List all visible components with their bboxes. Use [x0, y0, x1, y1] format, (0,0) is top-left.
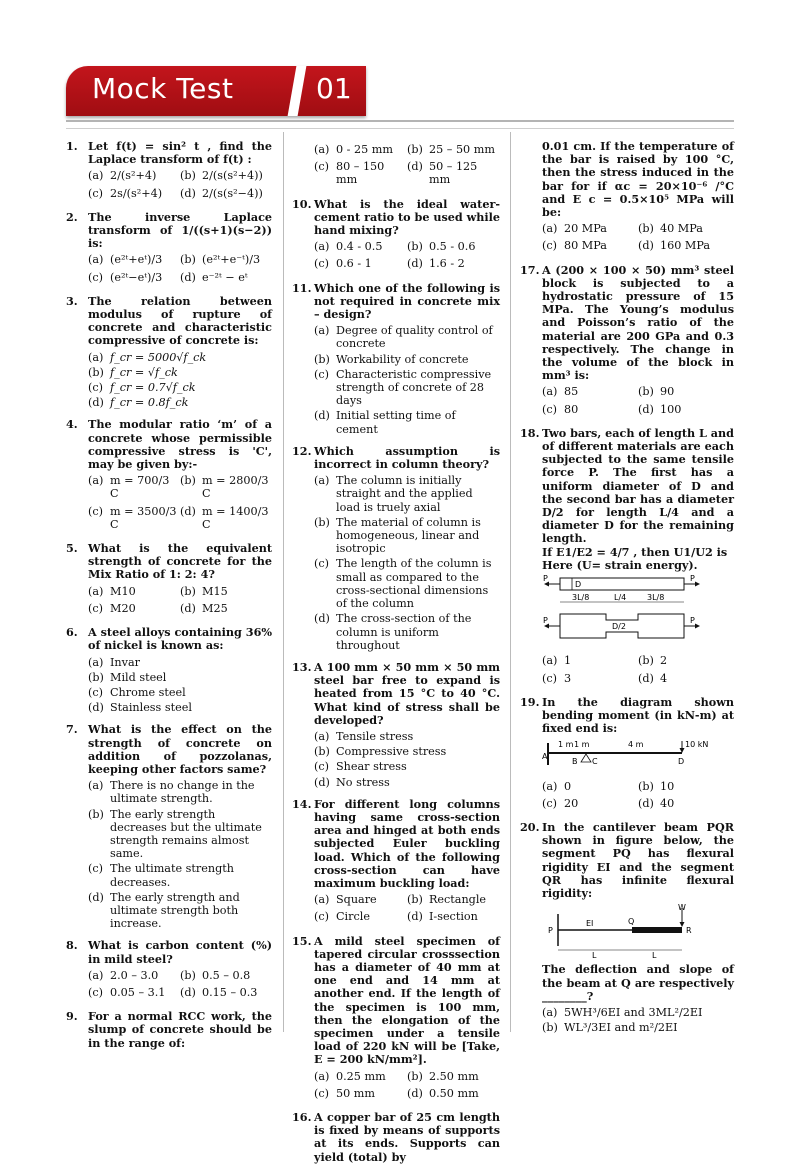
fig-label: P: [690, 616, 695, 626]
option-c: (c) 80: [542, 402, 579, 416]
option-a: (a) 2.0 – 3.0: [88, 968, 159, 982]
left-column: [66, 140, 272, 1059]
fig-label: B: [572, 757, 578, 767]
question-6: 6. A steel alloys containing 36% of nickel is known as: (a) Invar (b) Mild steel (c) Chrome steel (d) Stainless steel: [66, 625, 272, 715]
option-b: (b) 2.50 mm: [407, 1069, 479, 1083]
option-b: (b) 2/(s(s²+4)): [180, 169, 263, 183]
option-d: (d) 100: [638, 402, 682, 416]
option-b: (b) 25 – 50 mm: [407, 143, 495, 156]
fig-label: P: [543, 616, 548, 626]
header-banner: [66, 66, 366, 116]
fig-label: Q: [628, 917, 635, 927]
option-b: (b) Workability of concrete: [314, 352, 469, 366]
option-d: (d) f_cr = 0.8f_ck: [88, 396, 189, 410]
option-c: (c) Characteristic compressive strength of concrete of 28 days: [314, 367, 492, 408]
option-c: (c) M20: [88, 601, 136, 615]
fig-label: 3L/8: [572, 593, 590, 603]
question-9-options: [292, 143, 500, 189]
fig-label: EI: [586, 919, 594, 929]
header-number: 01: [316, 72, 352, 105]
option-d: (d) 160 MPa: [638, 239, 711, 253]
option-a: (a) m = 700/3 C: [88, 474, 170, 501]
middle-column: [292, 140, 500, 1173]
question-16-continued: 0.01 cm. If the temperature of the bar is raised by 100 °C, then the stress induced in the bar for if αc = 20×10⁻⁶ /°C and E c = 0.5×10⁵ MPa will be: (a) 20 MPa (b) 40 MPa (c) 80 MPa (d) 160 MPa: [542, 139, 734, 253]
option-c: (c) Circle: [314, 910, 370, 924]
fig-label: A: [542, 752, 548, 762]
question-9: 9. For a normal RCC work, the slump of concrete should be in the range of:: [66, 1009, 272, 1050]
fig-label: L/4: [614, 593, 627, 603]
question-12: 12. Which assumption is incorrect in column theory? (a) The column is initially straight and the applied load is truely axial (b) The material of column is homogeneous, linear and isotropic (c) The length of the column is small as compared to the cross-sectional dimensions of the column (d) The cross-section of the column is uniform throughout: [292, 443, 500, 652]
header-title: Mock Test: [92, 72, 234, 105]
option-a: (a) (e²ᵗ+eᵗ)/3: [88, 253, 163, 267]
question-7: 7. What is the effect on the strength of concrete on addition of pozzolanas, keeping other factors same? (a) There is no change in the ultimate strength. (b) The early strength decreases but the ultimate strength remains almost same. (c) The ultimate strength decreases. (d) The early strength and ultimate strength both increase.: [66, 722, 272, 931]
option-d: (d) The cross-section of the column is uniform throughout: [314, 612, 472, 652]
option-c: (c) 0.05 – 3.1: [88, 985, 166, 999]
option-c: (c) 50 mm: [314, 1086, 376, 1100]
option-d: (d) Initial setting time of cement: [314, 409, 456, 436]
option-d: (d) Stainless steel: [88, 701, 192, 715]
option-a: (a) There is no change in the ultimate strength.: [88, 779, 255, 806]
header-rule: [66, 120, 734, 122]
option-d: (d) 0.50 mm: [407, 1086, 479, 1100]
option-a: (a) 85: [542, 385, 579, 399]
question-11: 11. Which one of the following is not required in concrete mix – design? (a) Degree of quality control of concrete (b) Workability of concrete (c) Characteristic compressive strength of concrete of 28 days (d) Initial setting time of cement: [292, 280, 500, 436]
option-c: (c) 0.6 - 1: [314, 257, 372, 271]
option-d: (d) No stress: [314, 775, 390, 789]
option-b: (b) 40 MPa: [638, 222, 703, 236]
fig-label: 1 m: [558, 740, 574, 750]
option-c: (c) 20: [542, 796, 579, 810]
question-4: 4. The modular ratio ‘m’ of a concrete whose permissible compressive stress is 'C', may be given by:- (a) m = 700/3 C (b) m = 2800/3 C (c) m = 3500/3 C (d) m = 1400/3 C: [66, 417, 272, 531]
question-19: 19. In the diagram shown bending moment (in kN-m) at fixed end is: 1 m 1 m 4 m 10 kN A B C D (a) 0 (b) 10 (c) 20 (d) 40: [520, 694, 734, 810]
option-c: (c) (e²ᵗ−eᵗ)/3: [88, 270, 163, 284]
fig-label: D/2: [612, 622, 626, 632]
option-c: (c) 2s/(s²+4): [88, 186, 163, 200]
question-14: 14. For different long columns having same cross-section area and hinged at both ends subjected Euler buckling load. Which of the following cross-section can have maximum buckling load: (a) Square (b) Rectangle (c) Circle (d) I-section: [292, 796, 500, 924]
option-d: (d) e⁻²ᵗ − eᵗ: [180, 270, 248, 284]
fig-label: P: [543, 574, 548, 584]
question-17: 17. A (200 × 100 × 50) mm³ steel block is subjected to a hydrostatic pressure of 15 MPa. The Young’s modulus and Poisson’s ratio of the material are 200 GPa and 0.3 respectively. The change in the volume of the block in mm³ is: (a) 85 (b) 90 (c) 80 (d) 100: [520, 262, 734, 416]
option-a: (a) f_cr = 5000√f_ck: [88, 350, 207, 364]
option-b: (b) 2: [638, 654, 668, 668]
option-c: (c) 3: [542, 671, 572, 685]
option-a: (a) Square: [314, 893, 377, 907]
fig-label: L: [652, 951, 657, 961]
option-c: (c) Shear stress: [314, 760, 407, 774]
option-d: (d) 50 – 125 mm: [407, 160, 478, 187]
option-c: (c) The length of the column is small as compared to the cross-sectional dimensions of the column: [314, 557, 492, 611]
option-b: (b) 0.5 – 0.8: [180, 968, 251, 982]
fig-label: D: [678, 757, 685, 767]
fig-label: 3L/8: [647, 593, 665, 603]
fig-label: P: [690, 574, 695, 584]
option-b: (b) M15: [180, 584, 228, 598]
option-b: (b) Compressive stress: [314, 745, 447, 759]
option-b: (b) f_cr = √f_ck: [88, 365, 178, 379]
fig-label: L: [592, 951, 597, 961]
option-b: (b) The early strength decreases but the ultimate strength remains almost same.: [88, 807, 262, 861]
option-a: (a) The column is initially straight and the applied load is truely axial: [314, 474, 473, 514]
question-2: 2. The inverse Laplace transform of 1/((s+1)(s−2)) is: (a) (e²ᵗ+eᵗ)/3 (b) (e²ᵗ+e⁻ᵗ)/3 (c) (e²ᵗ−eᵗ)/3 (d) e⁻²ᵗ − eᵗ: [66, 209, 272, 284]
fig-label: R: [686, 926, 692, 936]
fig-label: 10 kN: [685, 740, 709, 750]
option-a: (a) M10: [88, 584, 136, 598]
fig-label: 4 m: [628, 740, 644, 750]
question-16: 16. A copper bar of 25 cm length is fixed by means of supports at its ends. Supports can yield (total) by: [292, 1110, 500, 1164]
question-5: 5. What is the equivalent strength of concrete for the Mix Ratio of 1: 2: 4? (a) M10 (b) M15 (c) M20 (d) M25: [66, 541, 272, 615]
fig-label: P: [548, 926, 553, 936]
question-15: 15. A mild steel specimen of tapered circular crosssection has a diameter of 40 mm at one end and 14 mm at another end. If the length of the specimen is 100 mm, then the elongation of the specimen under a tensile load of 220 kN will be [Take, E = 200 kN/mm²]. (a) 0.25 mm (b) 2.50 mm (c) 50 mm (d) 0.50 mm: [292, 933, 500, 1100]
option-d: (d) I-section: [407, 910, 478, 924]
option-b: (b) WL³/3EI and m²/2EI: [542, 1021, 678, 1035]
question-3: 3. The relation between modulus of rupture of concrete and characteristic compressive of concrete is: (a) f_cr = 5000√f_ck (b) f_cr = √f_ck (c) f_cr = 0.7√f_ck (d) f_cr = 0.8f_ck: [66, 293, 272, 410]
fig-label: D: [575, 580, 582, 590]
option-d: (d) 2/(s(s²−4)): [180, 186, 263, 200]
option-d: (d) 40: [638, 796, 675, 810]
fig-label: 1 m: [574, 740, 590, 750]
option-d: (d) 1.6 - 2: [407, 257, 465, 271]
column-divider: [283, 132, 284, 1032]
option-a: (a) 20 MPa: [542, 222, 607, 236]
option-a: (a) 5WH³/6EI and 3ML²/2EI: [542, 1005, 703, 1019]
question-20: 20. In the cantilever beam PQR shown in figure below, the segment PQ has flexural rigidity EI and the segment QR has infinite flexural rigidity: W P EI Q R L L The deflection and slope of the beam at Q are respectively ________? (a) 5WH³/6EI and 3ML²/2EI (b) WL³/3EI and m²/2EI: [520, 819, 734, 1035]
question-10: 10. What is the ideal water-cement ratio to be used while hand mixing? (a) 0.4 - 0.5 (b) 0.5 - 0.6 (c) 0.6 - 1 (d) 1.6 - 2: [292, 196, 501, 271]
question-18: 18. Two bars, each of length L and of different materials are each subjected to the same tensile force P. The first has a uniform diameter of D and the second bar has a diameter D/2 for length L/4 and a diameter D for the remaining length. If E1/E2 = 4/7 , then U1/U2 is Here (U= strain energy). P D P 3L/8 L/4 3L/8 P D/2 P (a) 1 (b) 2 (c) 3 (d) 4: [520, 425, 734, 685]
option-b: (b) Rectangle: [407, 893, 487, 907]
option-a: (a) Tensile stress: [314, 729, 414, 743]
header-rule-thin: [66, 128, 734, 129]
option-a: (a) 0: [542, 779, 572, 793]
fig-label: W: [678, 903, 686, 913]
option-b: (b) 90: [638, 385, 675, 399]
bars-figure: [542, 576, 734, 651]
option-c: (c) Chrome steel: [88, 685, 186, 699]
option-a: (a) 0.25 mm: [314, 1069, 386, 1083]
option-d: (d) 4: [638, 671, 668, 685]
right-column: [520, 140, 734, 1043]
option-c: (c) 80 – 150 mm: [314, 160, 385, 187]
question-13: 13. A 100 mm × 50 mm × 50 mm steel bar free to expand is heated from 15 °C to 40 °C. What kind of stress shall be developed? (a) Tensile stress (b) Compressive stress (c) Shear stress (d) No stress: [292, 659, 500, 789]
option-a: (a) 0 - 25 mm: [314, 143, 394, 156]
option-b: (b) 0.5 - 0.6: [407, 240, 476, 254]
option-a: (a) Invar: [88, 655, 140, 669]
option-c: (c) f_cr = 0.7√f_ck: [88, 381, 196, 395]
option-d: (d) m = 1400/3 C: [180, 504, 269, 531]
cantilever-figure: [542, 904, 734, 963]
option-d: (d) M25: [180, 601, 228, 615]
option-d: (d) The early strength and ultimate strength both increase.: [88, 890, 240, 931]
option-b: (b) (e²ᵗ+e⁻ᵗ)/3: [180, 253, 261, 267]
question-1: 1. Let f(t) = sin² t , find the Laplace transform of f(t) : (a) 2/(s²+4) (b) 2/(s(s²+4)) (c) 2s/(s²+4) (d) 2/(s(s²−4)): [66, 139, 272, 200]
option-c: (c) 80 MPa: [542, 239, 607, 253]
option-c: (c) The ultimate strength decreases.: [88, 862, 234, 889]
fig-label: C: [592, 757, 598, 767]
question-8: 8. What is carbon content (%) in mild steel? (a) 2.0 – 3.0 (b) 0.5 – 0.8 (c) 0.05 – 3.1 (d) 0.15 – 0.3: [66, 938, 272, 999]
option-b: (b) Mild steel: [88, 670, 167, 684]
column-divider: [510, 132, 511, 1032]
option-b: (b) The material of column is homogeneous, linear and isotropic: [314, 515, 481, 556]
option-a: (a) Degree of quality control of concrete: [314, 324, 493, 351]
option-b: (b) 10: [638, 779, 675, 793]
beam-figure: [542, 739, 734, 776]
option-a: (a) 2/(s²+4): [88, 169, 157, 183]
option-b: (b) m = 2800/3 C: [180, 474, 269, 501]
option-a: (a) 1: [542, 654, 572, 668]
option-a: (a) 0.4 - 0.5: [314, 240, 383, 254]
option-c: (c) m = 3500/3 C: [88, 504, 177, 531]
option-d: (d) 0.15 – 0.3: [180, 985, 258, 999]
